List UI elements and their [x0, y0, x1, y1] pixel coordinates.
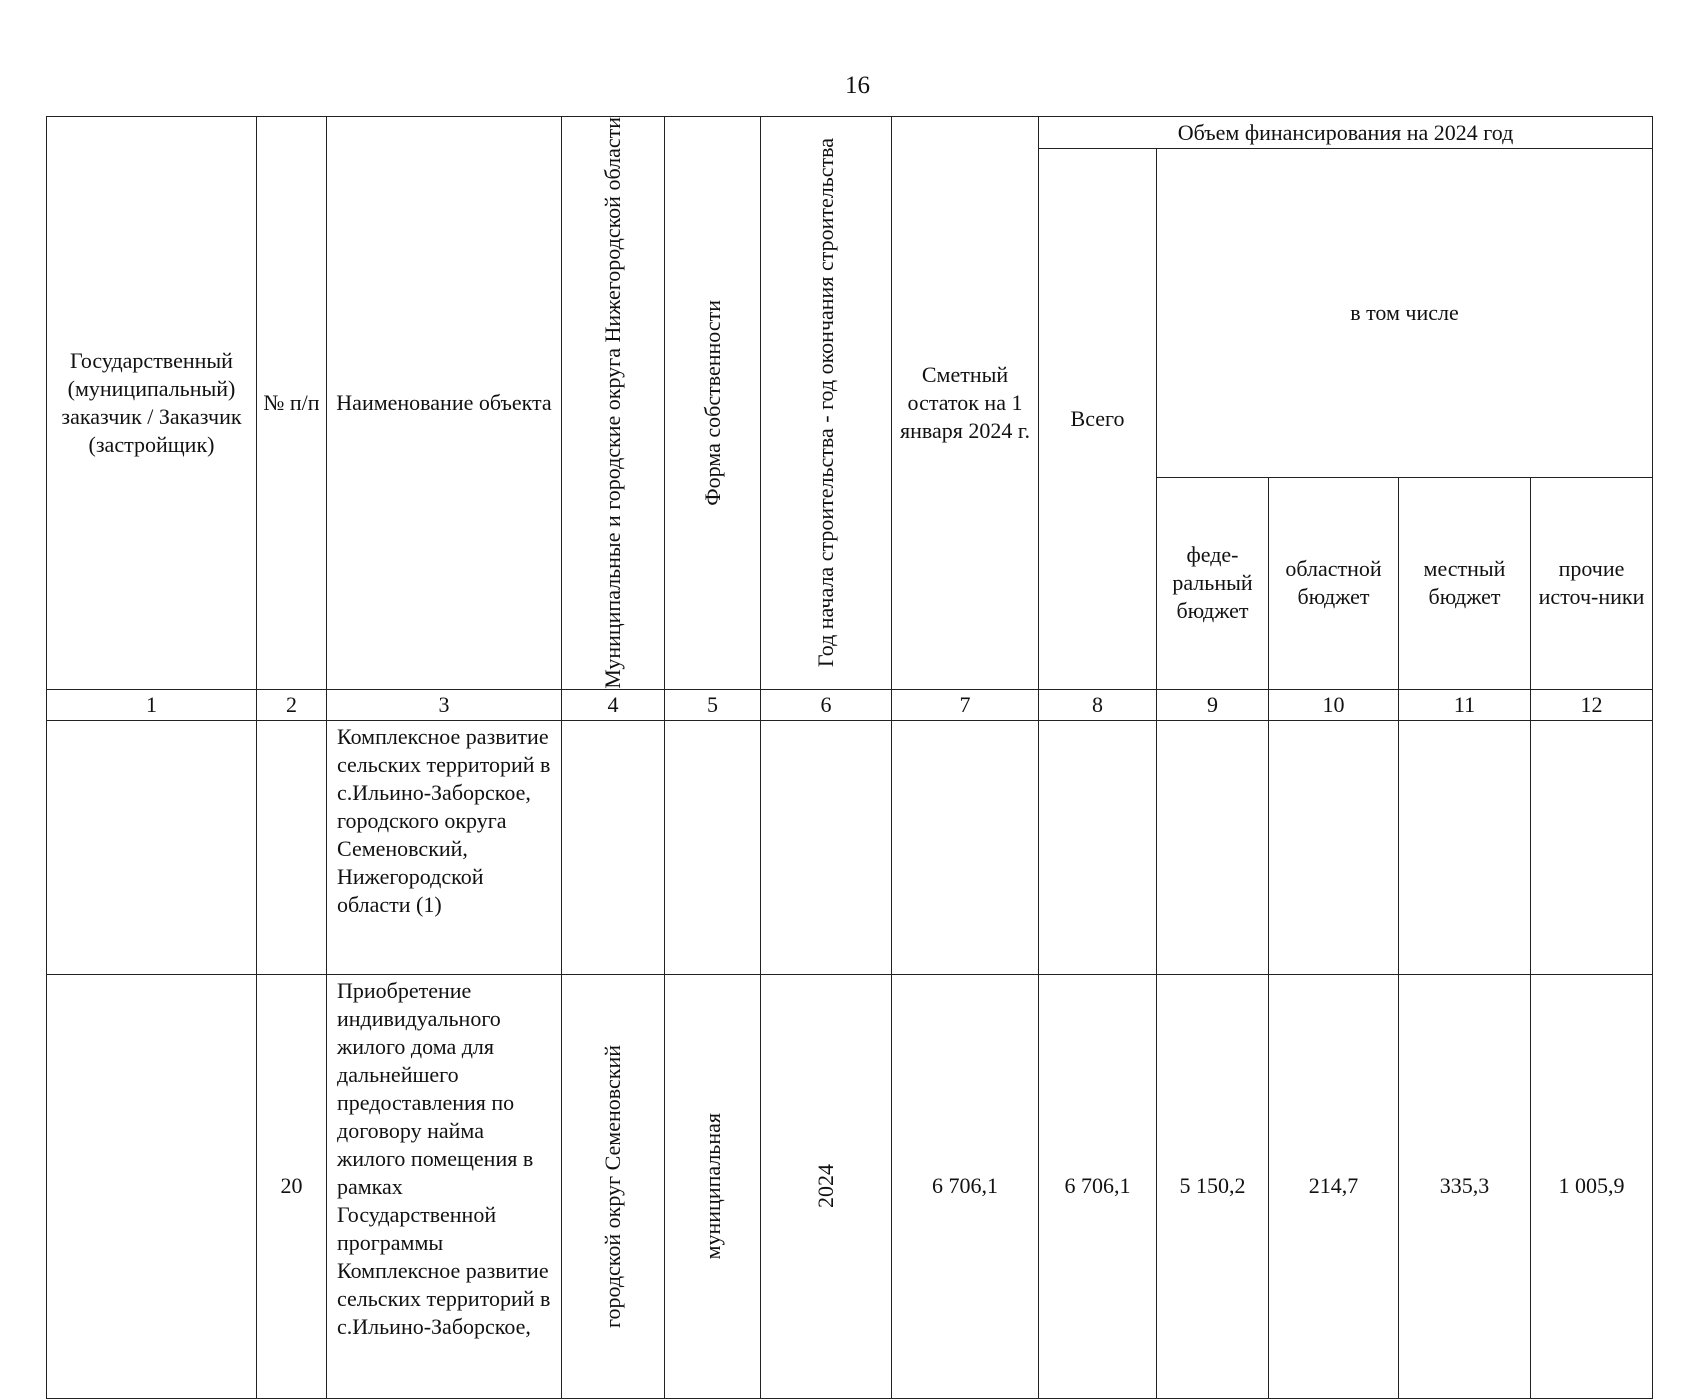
cell-regional: 214,7	[1269, 974, 1399, 1398]
cell-years-text: 2024	[813, 1164, 838, 1209]
page-number: 16	[845, 72, 870, 99]
table-row	[47, 720, 1653, 974]
column-number: 11	[1399, 689, 1531, 720]
column-number: 12	[1531, 689, 1653, 720]
column-number: 1	[47, 689, 257, 720]
cell-number	[257, 720, 327, 974]
header-remaining: Сметный остаток на 1 января 2024 г.	[892, 117, 1039, 690]
cell-customer	[47, 974, 257, 1398]
cell-other: 1 005,9	[1531, 974, 1653, 1398]
column-number: 2	[257, 689, 327, 720]
header-number: № п/п	[257, 117, 327, 690]
cell-municipality	[562, 974, 665, 1398]
header-municipality-text: Муниципальные и городские округа Нижегородской области	[600, 117, 625, 689]
financing-table	[46, 116, 1653, 1399]
column-number: 10	[1269, 689, 1399, 720]
column-number: 3	[327, 689, 562, 720]
cell-regional	[1269, 720, 1399, 974]
cell-total	[1039, 720, 1157, 974]
column-number: 7	[892, 689, 1039, 720]
header-customer: Государственный (муниципальный) заказчик / Заказчик (застройщик)	[47, 117, 257, 690]
header-financing: Объем финансирования на 2024 год	[1039, 117, 1653, 149]
column-number: 6	[761, 689, 892, 720]
cell-local	[1399, 720, 1531, 974]
cell-number: 20	[257, 974, 327, 1398]
cell-customer	[47, 720, 257, 974]
cell-years	[761, 974, 892, 1398]
cell-municipality	[562, 720, 665, 974]
header-ownership	[665, 117, 761, 690]
table-row	[47, 974, 1653, 1398]
cell-ownership	[665, 720, 761, 974]
header-municipality	[562, 117, 665, 690]
cell-remaining: 6 706,1	[892, 974, 1039, 1398]
column-number: 4	[562, 689, 665, 720]
column-number: 9	[1157, 689, 1269, 720]
cell-ownership	[665, 974, 761, 1398]
header-local: местный бюджет	[1399, 477, 1531, 689]
cell-object-name: Приобретение индивидуального жилого дома для дальнейшего предоставления по договору найма жилого помещения в рамках Государственной программы Комплексное развитие сельских территорий в с.Ильино-Заборское,	[327, 974, 562, 1398]
header-ownership-text: Форма собственности	[699, 299, 725, 506]
cell-federal	[1157, 720, 1269, 974]
column-numbers-row	[47, 689, 1653, 720]
header-total: Всего	[1039, 149, 1157, 690]
cell-total: 6 706,1	[1039, 974, 1157, 1398]
column-number: 8	[1039, 689, 1157, 720]
cell-object-name: Комплексное развитие сельских территорий в с.Ильино-Заборское, городского округа Семеновский, Нижегородской области (1)	[327, 720, 562, 974]
cell-remaining	[892, 720, 1039, 974]
cell-years	[761, 720, 892, 974]
header-including: в том числе	[1157, 149, 1653, 478]
cell-municipality-text: городской округ Семеновский	[600, 1044, 625, 1328]
cell-ownership-text: муниципальная	[699, 1112, 725, 1260]
header-years-text: Год начала строительства - год окончания строительства	[813, 138, 838, 668]
column-number: 5	[665, 689, 761, 720]
header-regional: областной бюджет	[1269, 477, 1399, 689]
header-years	[761, 117, 892, 690]
cell-other	[1531, 720, 1653, 974]
cell-local: 335,3	[1399, 974, 1531, 1398]
header-federal: феде-ральный бюджет	[1157, 477, 1269, 689]
cell-federal: 5 150,2	[1157, 974, 1269, 1398]
header-object-name: Наименование объекта	[327, 117, 562, 690]
header-other: прочие источ-ники	[1531, 477, 1653, 689]
